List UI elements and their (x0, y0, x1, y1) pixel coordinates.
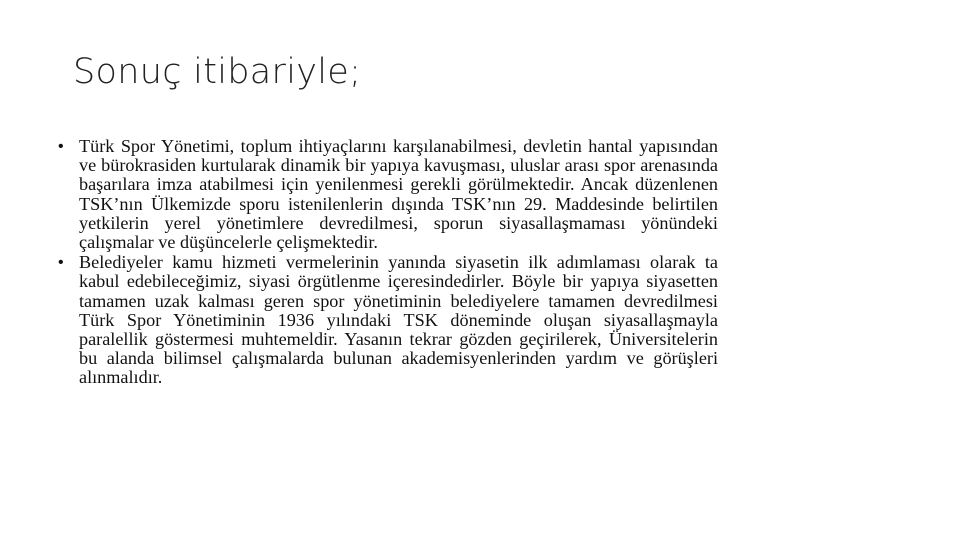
slide-content (56, 137, 718, 389)
bullet-item (56, 253, 718, 387)
slide-title: Sonuç itibariyle; (73, 52, 362, 92)
bullet-text: Belediyeler kamu hizmeti vermelerinin yanında siyasetin ilk adımlaması olarak ta kabul edebileceğimiz, siyasi örgütlenme içeresindedirler. Böyle bir yapıya siyasetten tamamen uzak kalması geren spor yönetiminin belediyelere tamamen devredilmesi Türk Spor Yönetiminin 1936 yılındaki TSK döneminde oluşan siyasallaşmayla paralellik göstermesi muhtemeldir. Yasanın tekrar gözden geçirilerek, Üniversitelerin bu alanda bilimsel çalışmalarda bulunan akademisyenlerinden yardım ve görüşleri alınmalıdır. (79, 252, 718, 388)
bullet-item (56, 137, 718, 252)
bullet-marker-icon: • (58, 138, 64, 155)
bullet-text: Türk Spor Yönetimi, toplum ihtiyaçlarını karşılanabilmesi, devletin hantal yapısından ve bürokrasiden kurtularak dinamik bir yapıya kavuşması, uluslar arası spor arenasında başarılara imza atabilmesi için yenilenmesi gerekli görülmektedir. Ancak düzenlenen TSK’nın Ülkemizde sporu istenilenlerin dışında TSK’nın 29. Maddesinde belirtilen yetkilerin yerel yönetimlere devredilmesi, sporun siyasallaşmaması yönündeki çalışmalar ve düşüncelerle çelişmektedir. (79, 136, 718, 253)
bullet-marker-icon: • (58, 254, 64, 272)
